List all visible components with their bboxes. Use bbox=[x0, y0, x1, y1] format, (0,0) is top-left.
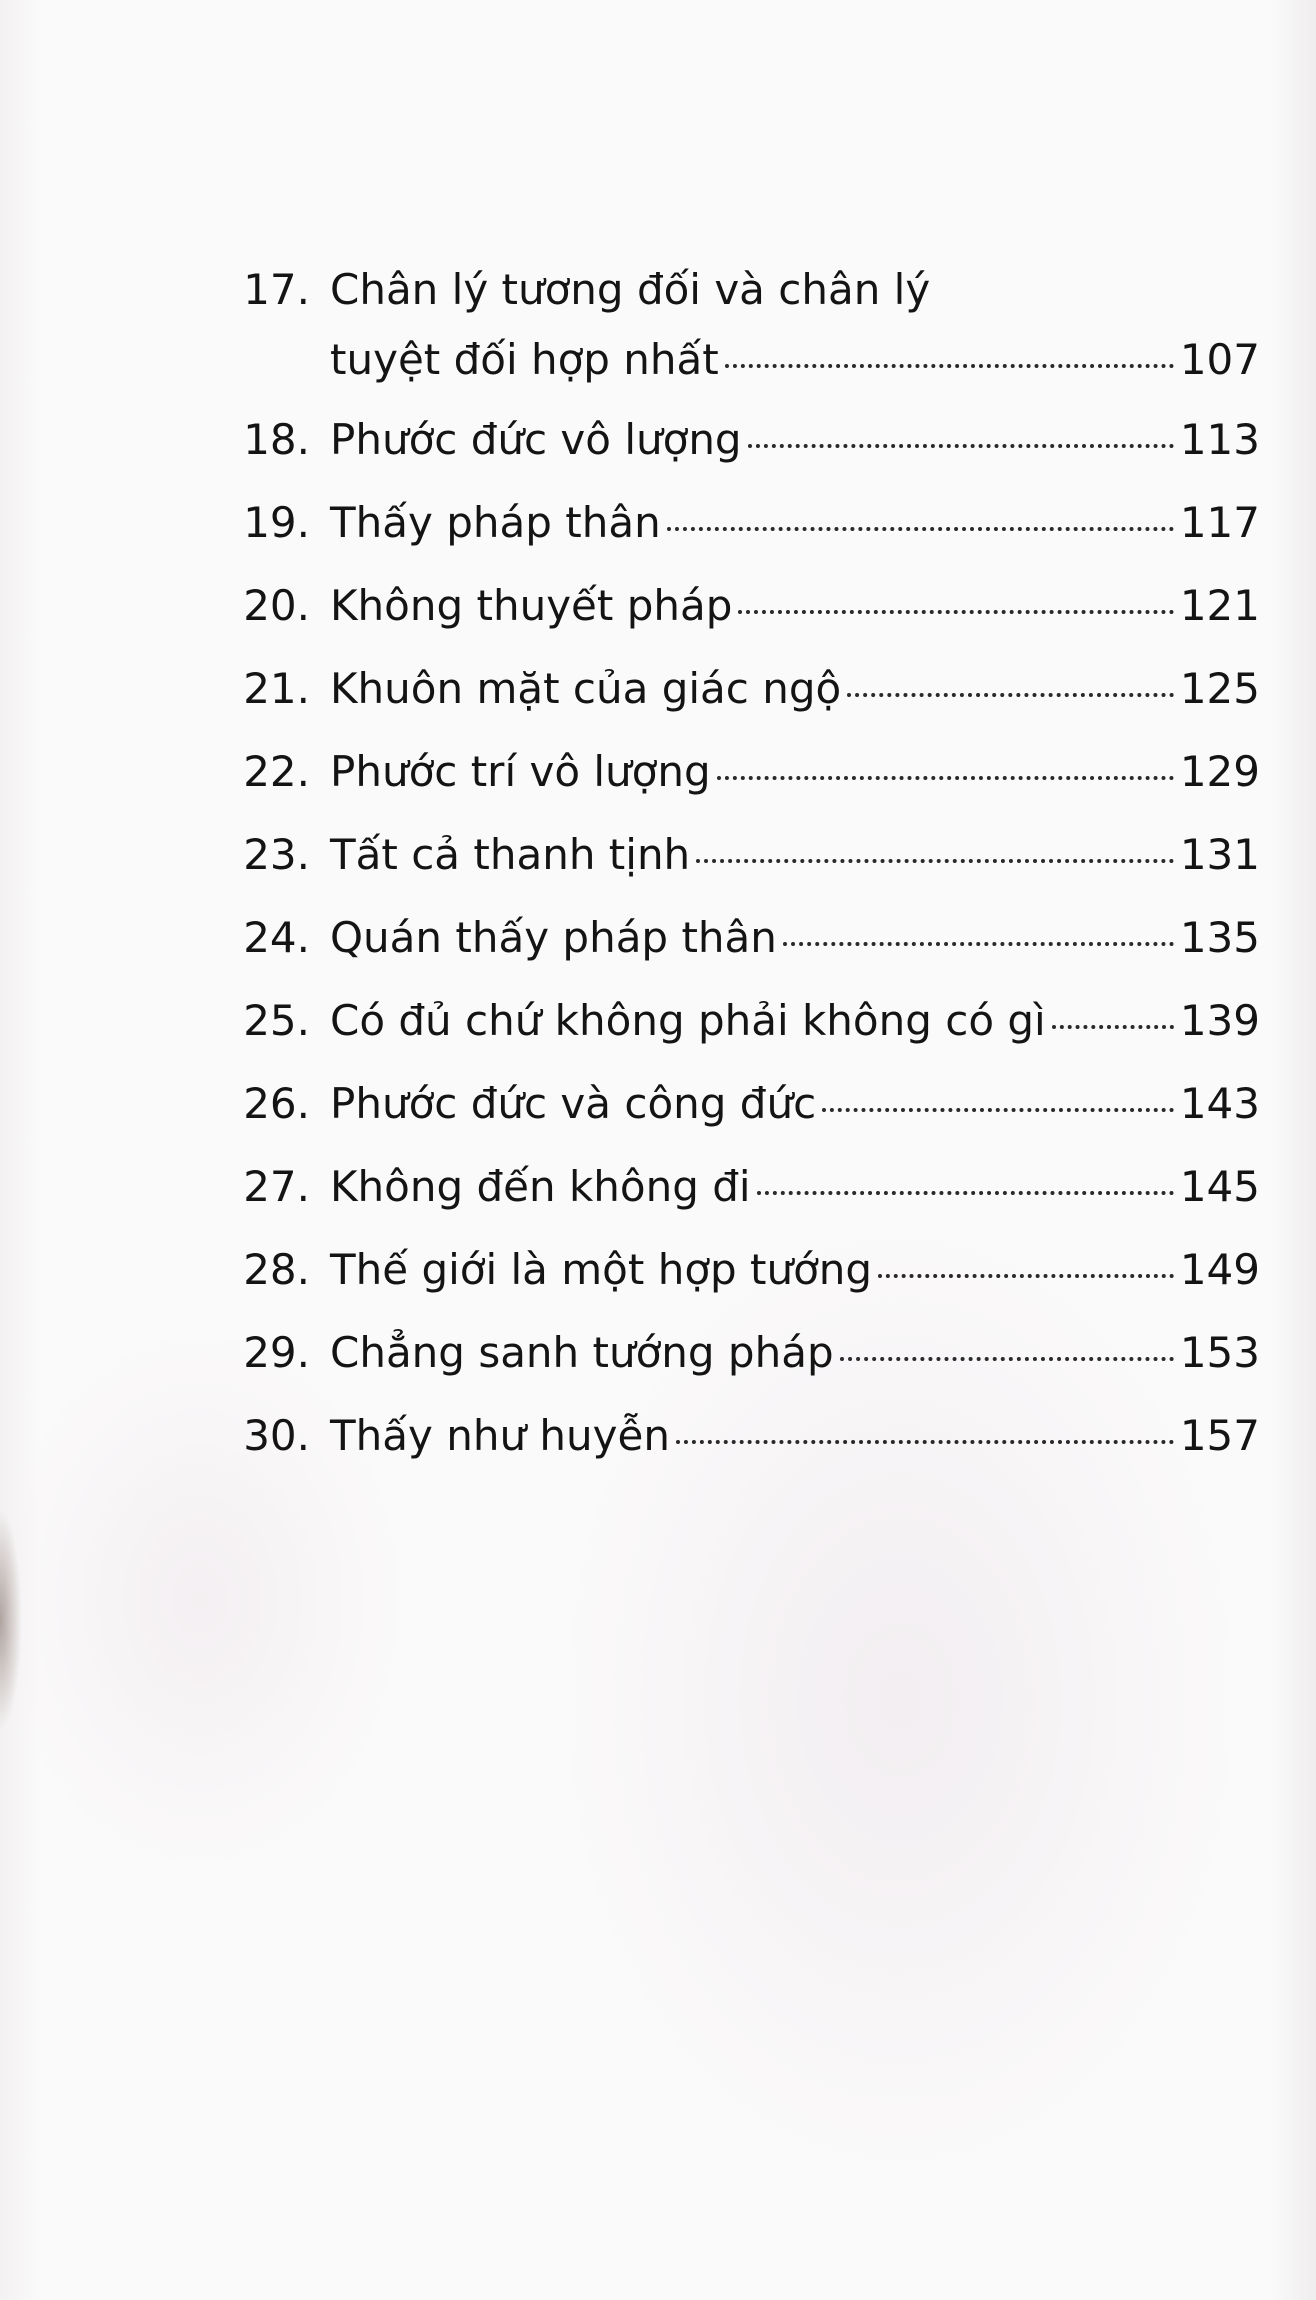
entry-title: Phước trí vô lượng bbox=[330, 747, 711, 796]
entry-number: 21. bbox=[243, 664, 310, 713]
dot-leader bbox=[840, 1357, 1174, 1361]
toc-entry-continuation bbox=[0, 325, 1316, 395]
dot-leader bbox=[1052, 1025, 1174, 1029]
entry-title: Không thuyết pháp bbox=[330, 581, 733, 630]
entry-page: 131 bbox=[1179, 830, 1260, 879]
entry-page: 129 bbox=[1179, 747, 1260, 796]
toc-entry bbox=[0, 1069, 1316, 1139]
dot-leader bbox=[667, 527, 1174, 531]
entry-number: 17. bbox=[243, 265, 310, 314]
toc-entry bbox=[0, 571, 1316, 641]
entry-number: 19. bbox=[243, 498, 310, 547]
entry-number: 29. bbox=[243, 1328, 310, 1377]
entry-title: Khuôn mặt của giác ngộ bbox=[330, 664, 842, 713]
entry-number: 20. bbox=[243, 581, 310, 630]
entry-title: Thấy như huyễn bbox=[330, 1411, 670, 1460]
toc-entry bbox=[0, 820, 1316, 890]
entry-title: Thế giới là một hợp tướng bbox=[330, 1245, 873, 1294]
toc-entry bbox=[0, 1401, 1316, 1471]
entry-title: Quán thấy pháp thân bbox=[330, 913, 777, 962]
dot-leader bbox=[738, 610, 1173, 614]
entry-number: 24. bbox=[243, 913, 310, 962]
entry-page: 125 bbox=[1179, 664, 1260, 713]
entry-page: 145 bbox=[1179, 1162, 1260, 1211]
toc-entry bbox=[0, 654, 1316, 724]
dot-leader bbox=[783, 942, 1174, 946]
dot-leader bbox=[822, 1108, 1174, 1112]
entry-title: Chẳng sanh tướng pháp bbox=[330, 1328, 834, 1377]
entry-page: 121 bbox=[1179, 581, 1260, 630]
entry-page: 135 bbox=[1179, 913, 1260, 962]
toc-entry bbox=[0, 405, 1316, 475]
dot-leader bbox=[757, 1191, 1174, 1195]
toc-entry bbox=[0, 737, 1316, 807]
entry-title: tuyệt đối hợp nhất bbox=[330, 335, 719, 384]
entry-number: 30. bbox=[243, 1411, 310, 1460]
entry-number: 25. bbox=[243, 996, 310, 1045]
dot-leader bbox=[676, 1440, 1174, 1444]
dot-leader bbox=[878, 1274, 1174, 1278]
entry-page: 157 bbox=[1179, 1411, 1260, 1460]
toc-entry bbox=[0, 986, 1316, 1056]
entry-number: 27. bbox=[243, 1162, 310, 1211]
entry-title: Thấy pháp thân bbox=[330, 498, 661, 547]
entry-number: 23. bbox=[243, 830, 310, 879]
entry-title: Phước đức và công đức bbox=[330, 1079, 817, 1128]
entry-title-line1: Chân lý tương đối và chân lý bbox=[330, 265, 931, 314]
toc-entry bbox=[0, 1235, 1316, 1305]
toc-entry bbox=[0, 903, 1316, 973]
dot-leader bbox=[748, 444, 1174, 448]
entry-number: 18. bbox=[243, 415, 310, 464]
entry-page: 139 bbox=[1179, 996, 1260, 1045]
dot-leader bbox=[847, 693, 1174, 697]
toc-entry bbox=[0, 1318, 1316, 1388]
entry-title: Có đủ chứ không phải không có gì bbox=[330, 996, 1046, 1045]
toc-entry bbox=[0, 255, 1316, 325]
entry-title: Phước đức vô lượng bbox=[330, 415, 742, 464]
entry-number: 28. bbox=[243, 1245, 310, 1294]
entry-number: 26. bbox=[243, 1079, 310, 1128]
entry-page: 113 bbox=[1179, 415, 1260, 464]
entry-page: 117 bbox=[1179, 498, 1260, 547]
entry-title: Tất cả thanh tịnh bbox=[330, 830, 691, 879]
toc-entry bbox=[0, 488, 1316, 558]
entry-page: 143 bbox=[1179, 1079, 1260, 1128]
entry-page: 107 bbox=[1179, 335, 1260, 384]
entry-number: 22. bbox=[243, 747, 310, 796]
entry-title: Không đến không đi bbox=[330, 1162, 751, 1211]
entry-page: 153 bbox=[1179, 1328, 1260, 1377]
page-edge-shadow bbox=[0, 1500, 22, 1740]
entry-page: 149 bbox=[1179, 1245, 1260, 1294]
dot-leader bbox=[696, 859, 1174, 863]
toc-entry bbox=[0, 1152, 1316, 1222]
dot-leader bbox=[725, 364, 1174, 368]
dot-leader bbox=[717, 776, 1174, 780]
